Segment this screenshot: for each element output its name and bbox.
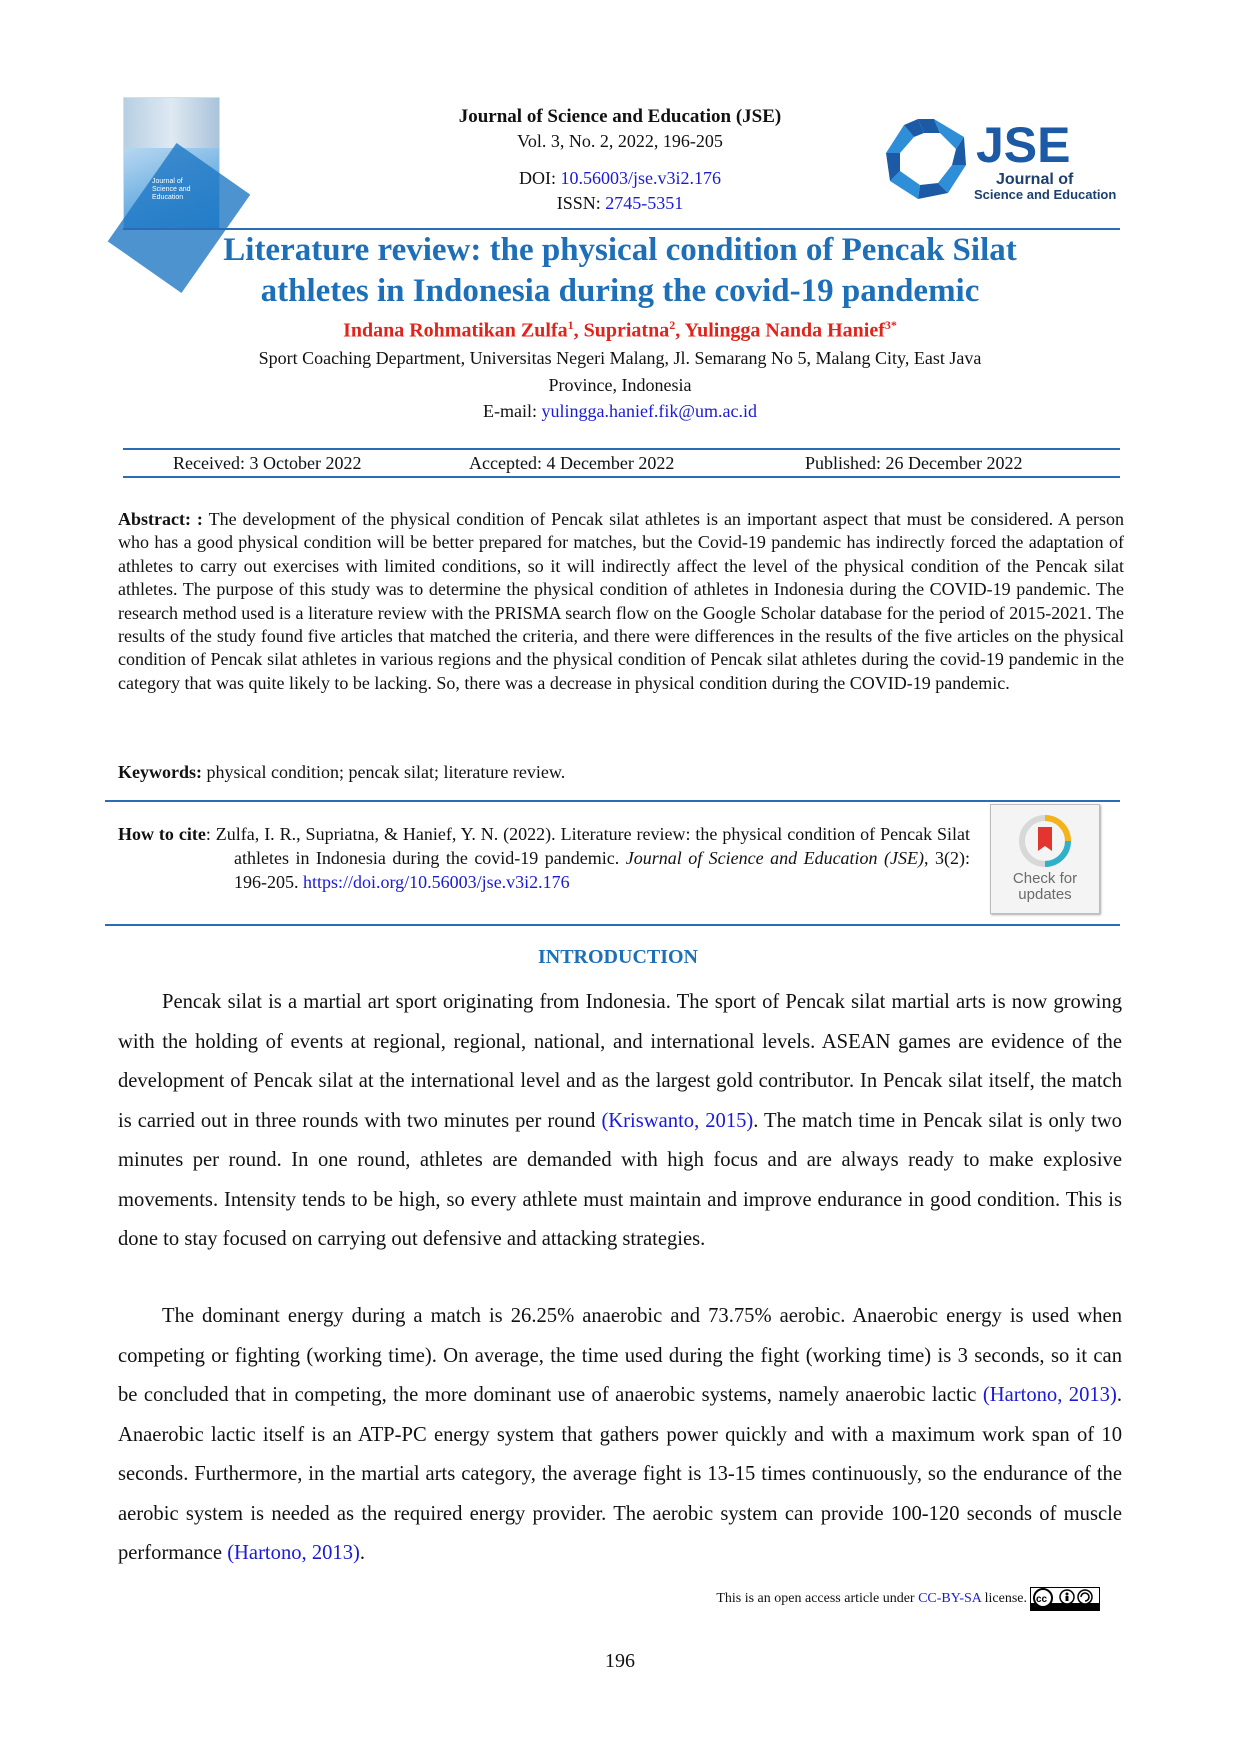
citation-top-divider — [105, 800, 1120, 802]
issn-link[interactable]: 2745-5351 — [605, 193, 684, 213]
journal-volume: Vol. 3, No. 2, 2022, 196-205 — [517, 131, 723, 151]
journal-issn: ISSN: 2745-5351 — [556, 193, 684, 213]
corresponding-email: E-mail: yulingga.hanief.fik@um.ac.id — [482, 401, 757, 421]
section-heading: INTRODUCTION — [537, 946, 699, 968]
cite-journal: Journal of Science and Education (JSE) — [625, 848, 925, 868]
crossmark-icon — [1019, 815, 1071, 867]
logo-subtitle-2: Science and Education — [974, 187, 1117, 202]
author-list: Indana Rohmatikan Zulfa$^1$, Supriatna$^2$, Yulingga Nanda Hanief$^{3*}$ — [343, 318, 897, 342]
citation-link[interactable]: (Hartono, 2013) — [982, 1384, 1117, 1406]
page-number: 196 — [605, 1650, 635, 1672]
logo-text: JSE — [976, 117, 1071, 173]
received-date: Received: 3 October 2022 — [173, 453, 362, 473]
logo-subtitle-1: Journal of — [996, 171, 1074, 188]
doi-link[interactable]: 10.56003/jse.v3i2.176 — [560, 168, 721, 188]
journal-name: Journal of Science and Education (JSE) — [458, 106, 782, 127]
intro-paragraph-1: Pencak silat is a martial art sport originating from Indonesia. The sport of Pencak silat martial arts is now growing with the holding of events at regional, regional, national, and international levels. ASEAN games are evidence of the development of Pencak silat at the international level and as the largest gold contributor. In Pencak silat itself, the match is carried out in three rounds with two minutes per round (Kriswanto, 2015). The match time in Pencak silat is only two minutes per round. In one round, athletes are demanded with high focus and are always ready to make explosive movements. Intensity tends to be high, so every athlete must maintain and improve endurance in good condition. This is done to stay focused on carrying out defensive and attacking strategies. — [118, 991, 1122, 1250]
how-to-cite: How to cite: Zulfa, I. R., Supriatna, & Hanief, Y. N. (2022). Literature review: the physical condition of Pencak Silat athletes in Indonesia during the covid-19 pandemic. Journal of Science and Education (JSE), 3(2): 196-205. https://doi.org/10.56003/jse.v3i2.176 — [118, 824, 971, 892]
journal-doi: DOI: 10.56003/jse.v3i2.176 — [519, 168, 721, 188]
email-link[interactable]: yulingga.hanief.fik@um.ac.id — [541, 401, 757, 421]
cite-label: How to cite — [118, 824, 206, 844]
abstract-text: The development of the physical condition of Pencak silat athletes is an important aspect that must be considered. A person who has a good physical condition will be better prepared for matches, but the Covid-19 pandemic has indirectly forced the adaptation of athletes to carry out exercises with limited conditions, so it will indirectly affect the level of the physical condition of the Pencak silat athletes. The purpose of this study was to determine the physical condition of athletes in Indonesia during the COVID-19 pandemic. The research method used is a literature review with the PRISMA search flow on the Google Scholar database for the period of 2015-2021. The results of the study found five articles that matched the criteria, and there were differences in the results of the five articles on the physical condition of Pencak silat athletes in various regions and the physical condition of Pencak silat athletes during the covid-19 pandemic in the category that was quite likely to be lacking. So, there was a decrease in physical condition during the COVID-19 pandemic. — [118, 509, 1124, 693]
author-name: Indana Rohmatikan Zulfa — [343, 319, 568, 342]
abstract-label: Abstract: : — [118, 509, 203, 529]
journal-cover-image — [123, 97, 220, 229]
citation-bottom-divider — [105, 924, 1120, 926]
published-date: Published: 26 December 2022 — [805, 453, 1023, 473]
citation-link[interactable]: (Kriswanto, 2015) — [601, 1109, 754, 1132]
author-affiliation: Sport Coaching Department, Universitas Negeri Malang, Jl. Semarang No 5, Malang City, East Java Province, Indonesia — [258, 348, 982, 395]
keywords-text: physical condition; pencak silat; literature review. — [202, 762, 566, 782]
author-name: Supriatna — [583, 319, 670, 342]
intro-paragraph-2: The dominant energy during a match is 26.25% anaerobic and 73.75% aerobic. Anaerobic energy is used when competing or fighting (working time). On average, the time used during the fight (working time) is 3 seconds, so it can be concluded that in competing, the more dominant use of anaerobic systems, namely anaerobic lactic (Hartono, 2013). Anaerobic lactic itself is an ATP-PC energy system that gathers power quickly and with a maximum work span of 10 seconds. Furthermore, in the martial arts category, the average fight is 13-15 times continuously, so the endurance of the aerobic system is needed as the required energy provider. The aerobic system can provide 100-120 seconds of muscle performance (Hartono, 2013). — [118, 1305, 1122, 1564]
article-title: Literature review: the physical condition of Pencak Silat athletes in Indonesia during the covid-19 pandemic — [223, 232, 1017, 309]
svg-text:cc: cc — [1036, 1594, 1048, 1605]
license-note: This is an open access article under CC-BY-SA license. cc — [650, 1587, 1100, 1611]
keywords-label: Keywords: — [118, 762, 202, 782]
cc-by-sa-icon — [1030, 1587, 1100, 1611]
author-name: Yulingga Nanda Hanief — [684, 319, 885, 342]
license-link[interactable]: CC-BY-SA — [918, 1591, 982, 1607]
citation-link[interactable]: (Hartono, 2013) — [227, 1542, 360, 1564]
check-for-updates-badge[interactable]: Check for updates — [990, 804, 1100, 914]
abstract — [118, 508, 1124, 695]
cite-doi-link[interactable]: https://doi.org/10.56003/jse.v3i2.176 — [303, 872, 570, 892]
keywords — [118, 762, 1124, 783]
jse-logo — [878, 112, 1117, 207]
article-dates — [123, 448, 1120, 478]
logo-mark-icon — [886, 119, 966, 199]
accepted-date: Accepted: 4 December 2022 — [469, 453, 675, 473]
cover-title: Journal of Science and Education — [152, 178, 191, 201]
